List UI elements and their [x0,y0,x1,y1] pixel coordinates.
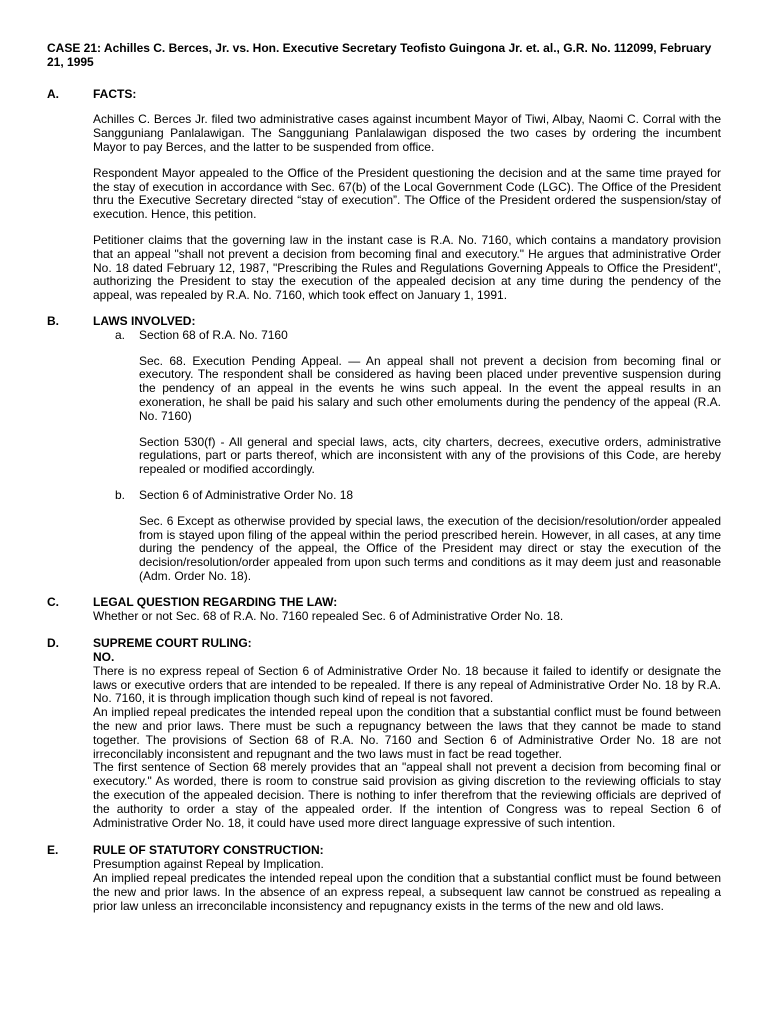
section-letter: A. [47,86,59,101]
section-question [47,596,721,624]
rule-subheading: Presumption against Repeal by Implication. [93,857,324,872]
section-header [47,637,721,651]
section-letter: D. [47,636,59,651]
ruling-answer: NO. [93,650,115,665]
section-heading: FACTS: [93,86,137,101]
section-letter: C. [47,594,59,609]
facts-paragraph: Petitioner claims that the governing law in the instant case is R.A. No. 7160, which contains a mandatory provision that an appeal "shall not prevent a decision from becoming final and executory." He argues that administrative Order No. 18 dated February 12, 1987, "Prescribing the Rules and Regulations Governing Appeals to Office the President", authorizing the President to stay the execution of the appealed decision at any time during the pendency of the appeal, was repealed by R.A. No. 7160, which took effect on January 1, 1991. [93,232,721,303]
law-item-letter: a. [115,327,126,342]
law-quote: Section 530(f) - All general and special laws, acts, city charters, decrees, executive orders, administrative regulations, part or parts thereof, which are inconsistent with any of the provisions of this Code, are hereby repealed or modified accordingly. [139,434,721,477]
question-text: Whether or not Sec. 68 of R.A. No. 7160 repealed Sec. 6 of Administrative Order No. 18. [93,608,564,623]
law-item-letter: b. [115,487,126,502]
ruling-paragraph: There is no express repeal of Section 6 of Administrative Order No. 18 because it failed to identify or designate the laws or executive orders that are intended to be repealed. If there is any repeal of Administrative Order No. 18 by R.A. No. 7160, it is through implication though such kind of repeal is not favored. [93,663,721,706]
section-letter: B. [47,313,59,328]
section-ruling [47,637,721,830]
section-header [47,596,721,610]
facts-paragraph: Respondent Mayor appealed to the Office of the President questioning the decision and at the same time prayed for the stay of execution in accordance with Sec. 67(b) of the Local Government Code (LGC). The Office of the President thru the Executive Secretary directed “stay of execution”. The Office of the President ordered the suspension/stay of execution. Hence, this petition. [93,165,721,222]
section-header [47,315,721,329]
case-title: CASE 21: Achilles C. Berces, Jr. vs. Hon. Executive Secretary Teofisto Guingona Jr. et. al., G.R. No. 112099, February 21, 1995 [47,41,712,69]
section-facts [47,88,721,303]
section-heading: LEGAL QUESTION REGARDING THE LAW: [93,594,338,609]
law-item-label: Section 68 of R.A. No. 7160 [139,327,288,342]
section-header [47,844,721,858]
section-letter: E. [47,843,59,858]
law-item [115,489,721,503]
section-heading: LAWS INVOLVED: [93,313,196,328]
section-heading: RULE OF STATUTORY CONSTRUCTION: [93,843,324,858]
section-laws [47,315,721,584]
facts-paragraph: Achilles C. Berces Jr. filed two administrative cases against incumbent Mayor of Tiwi, Albay, Naomi C. Corral with the Sangguniang Panlalawigan. The Sangguniang Panlalawigan disposed the two cases by ordering the incumbent Mayor to pay Berces, and the latter to be suspended from office. [93,112,721,154]
law-item [115,329,721,343]
law-quote: Sec. 6 Except as otherwise provided by special laws, the execution of the decision/resolution/order appealed from is stayed upon filing of the appeal within the period prescribed herein. However, in all cases, at any time during the pendency of the appeal, the Office of the President may direct or stay the execution of the decision/resolution/order appealed from upon such terms and conditions as it may deem just and reasonable (Adm. Order No. 18). [139,513,721,583]
rule-text: An implied repeal predicates the intended repeal upon the condition that a substantial conflict must be found between the new and prior laws. In the absence of an express repeal, a subsequent law cannot be construed as repealing a prior law unless an irreconcilable inconsistency and repugnancy exists in the terms of the new and old laws. [93,871,721,913]
ruling-paragraph: An implied repeal predicates the intended repeal upon the condition that a substantial conflict must be found between the new and prior laws. There must be such a repugnancy between the laws that they cannot be made to stand together. The provisions of Section 68 of R.A. No. 7160 and Section 6 of Administrative Order No. 18 are not irreconcilably inconsistent and repugnant and the two laws must in fact be read together. [93,705,721,761]
law-quote: Sec. 68. Execution Pending Appeal. — An appeal shall not prevent a decision from becoming final or executory. The respondent shall be considered as having been placed under preventive suspension during the pendency of an appeal in the events he wins such appeal. In the event the appeal results in an exoneration, he shall be paid his salary and such other emoluments during the pendency of the appeal (R.A. No. 7160) [139,353,721,423]
section-header [47,88,721,102]
section-rule [47,844,721,913]
ruling-paragraph: The first sentence of Section 68 merely provides that an "appeal shall not prevent a decision from becoming final or executory." As worded, there is room to construe said provision as giving discretion to the reviewing officials to stay the execution of the appealed decision. There is nothing to infer therefrom that the reviewing officials are deprived of the authority to order a stay of the appealed order. If the intention of Congress was to repeal Section 6 of Administrative Order No. 18, it could have used more direct language expressive of such intention. [93,760,721,830]
section-heading: SUPREME COURT RULING: [93,636,252,651]
law-item-label: Section 6 of Administrative Order No. 18 [139,487,354,502]
